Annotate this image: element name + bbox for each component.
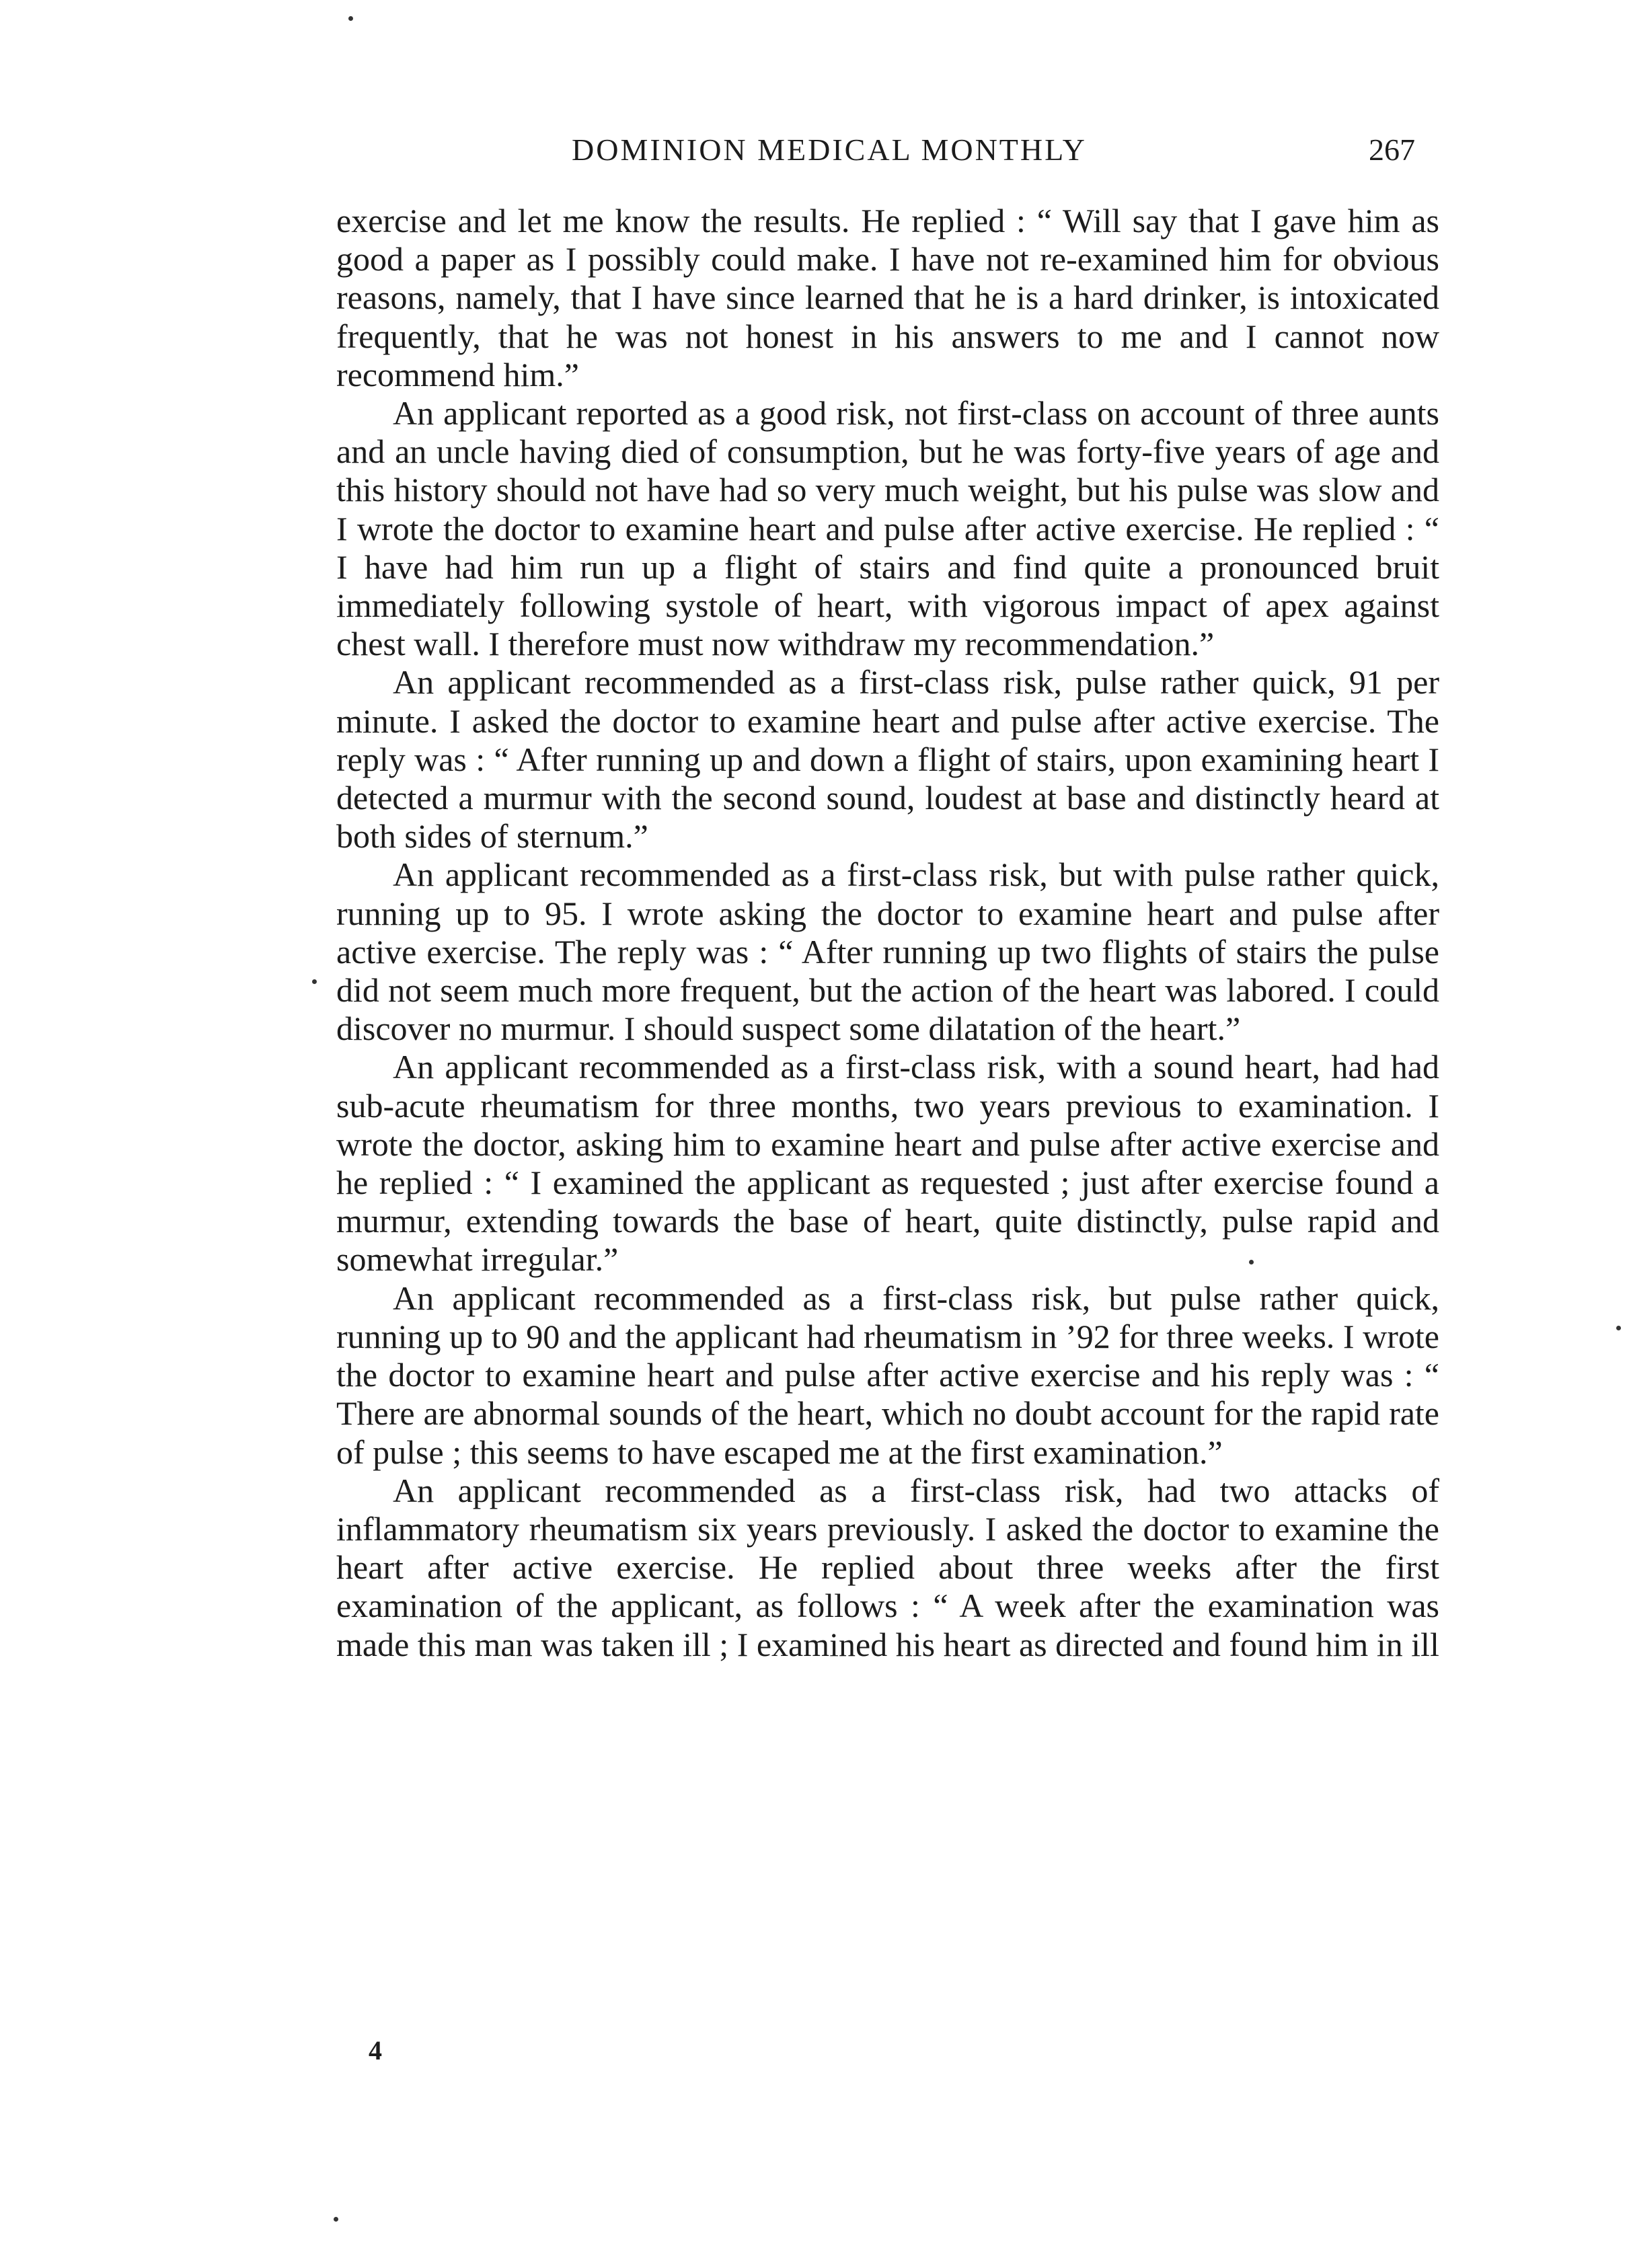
page-number: 267 — [1369, 133, 1415, 167]
body-text — [336, 202, 1439, 1664]
paragraph: exercise and let me know the results. He replied : “ Will say that I gave him as good a paper as I possibly could make. I have not re-examined him for obvious reasons, namely, that I have since learned that he is a hard drinker, is intoxicated frequently, that he was not honest in his answers to me and I cannot now recommend him.” — [336, 202, 1439, 393]
scan-speck — [1249, 1260, 1254, 1264]
scan-speck — [334, 2217, 338, 2222]
paragraph: An applicant recommended as a first-class risk, pulse rather quick, 91 per minute. I asked the doctor to examine heart and pulse after active exercise. The reply was : “ After running up and down a flight of stairs, upon examining heart I detected a murmur with the second sound, loudest at base and distinctly heard at both sides of sternum.” — [336, 663, 1439, 856]
paragraph: An applicant recommended as a first-class risk, had two attacks of inflammatory rheumatism six years previously. I asked the doctor to examine the heart after active exercise. He replied about three weeks after the first examination of the applicant, as follows : “ A week after the examination was made this man was taken ill ; I examined his heart as directed and found him in ill — [336, 1471, 1439, 1663]
scan-speck — [1616, 1326, 1621, 1330]
scan-speck — [348, 16, 353, 21]
running-title: DOMINION MEDICAL MONTHLY — [572, 133, 1087, 167]
scan-speck — [312, 979, 317, 984]
paragraph: An applicant recommended as a first-class risk, but with pulse rather quick, running up to 95. I wrote asking the doctor to examine heart and pulse after active exercise. The reply was : “ After running up two flights of stairs the pulse did not seem much more frequent, but the action of the heart was labored. I could discover no murmur. I should suspect some dilatation of the heart.” — [336, 856, 1439, 1048]
paragraph: An applicant recommended as a first-class risk, but pulse rather quick, running up to 90 and the applicant had rheumatism in ’92 for three weeks. I wrote the doctor to examine heart and pulse after active exercise and his reply was : “ There are abnormal sounds of the heart, which no doubt account for the rapid rate of pulse ; this seems to have escaped me at the first examination.” — [336, 1279, 1439, 1471]
paragraph: An applicant recommended as a first-class risk, with a sound heart, had had sub-acute rheumatism for three months, two years previous to examination. I wrote the doctor, asking him to examine heart and pulse after active exercise and he replied : “ I examined the applicant as requested ; just after exercise found a murmur, extending towards the base of heart, quite distinctly, pulse rapid and somewhat irregular.” — [336, 1048, 1439, 1279]
signature-mark: 4 — [369, 2035, 382, 2066]
paragraph: An applicant reported as a good risk, not first-class on account of three aunts and an uncle having died of consumption, but he was forty-five years of age and this history should not have had so very much weight, but his pulse was slow and I wrote the doctor to examine heart and pulse after active exercise. He replied : “ I have had him run up a flight of stairs and find quite a pronounced bruit immediately following systole of heart, with vigorous impact of apex against chest wall. I therefore must now withdraw my recommendation.” — [336, 394, 1439, 663]
